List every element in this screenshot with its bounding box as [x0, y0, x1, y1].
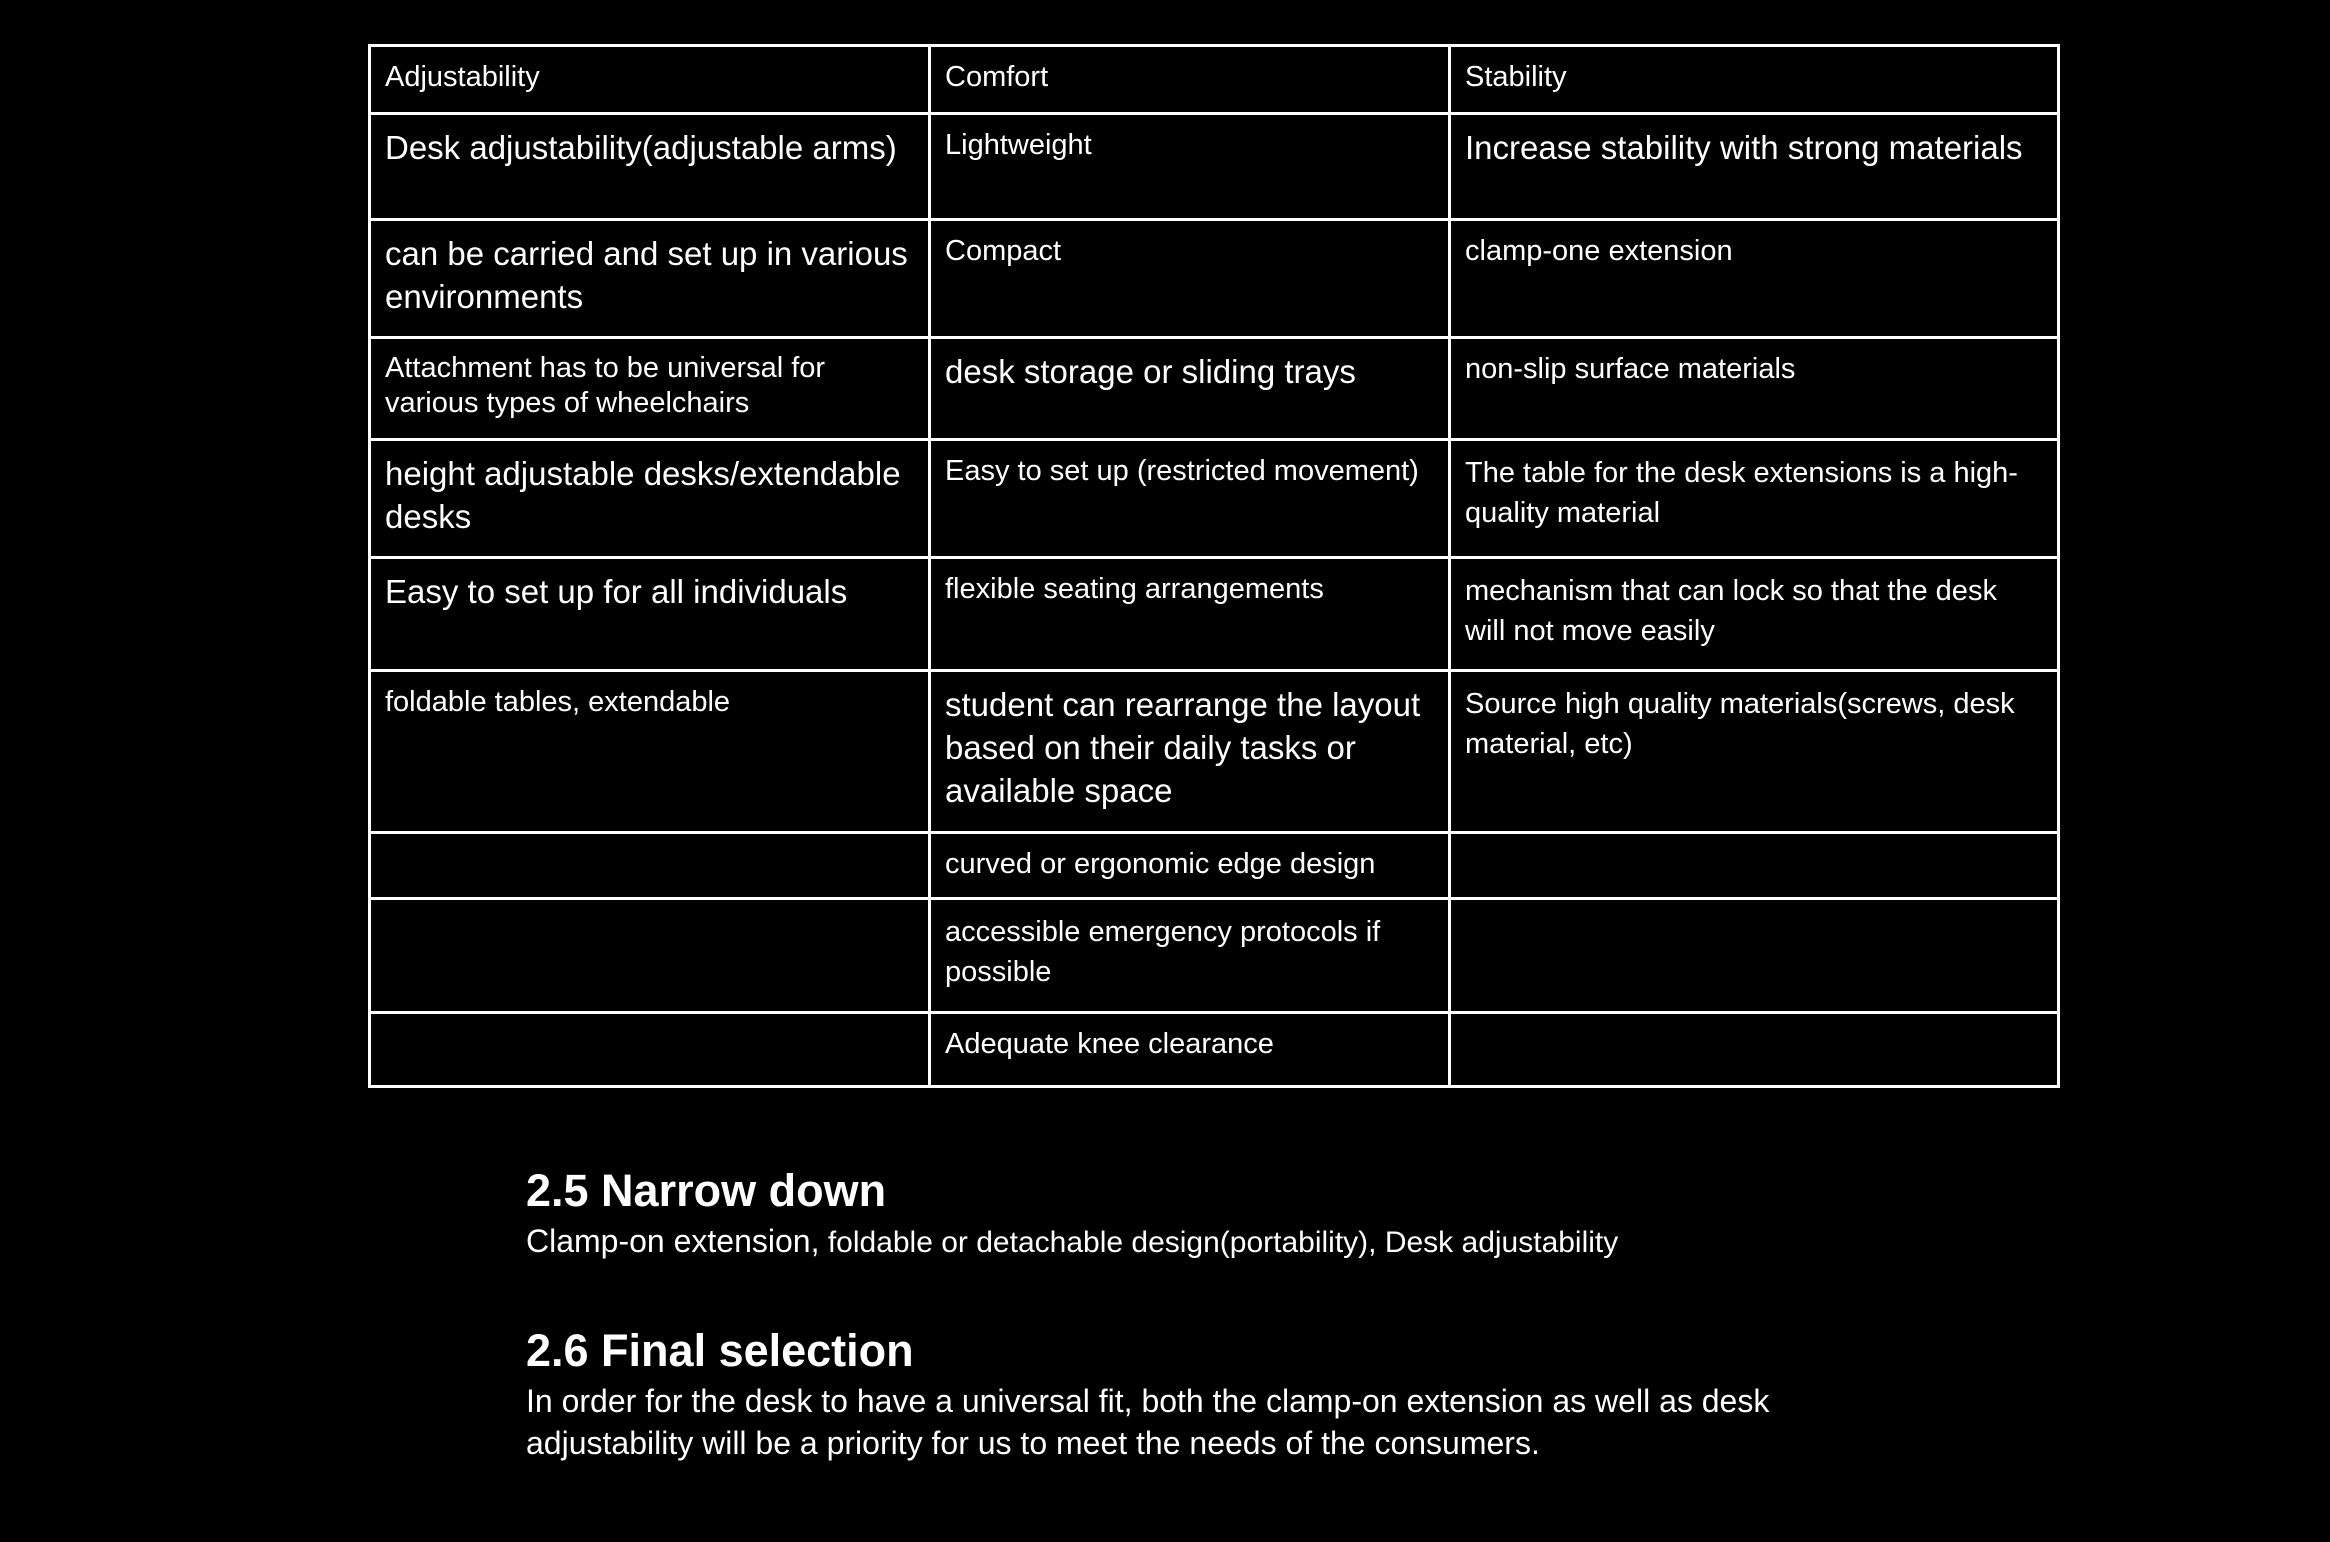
table-cell: Easy to set up for all individuals [370, 558, 930, 671]
final-selection-heading: 2.6 Final selection [526, 1325, 914, 1376]
table-header-row [370, 46, 2059, 114]
table-cell: can be carried and set up in various environments [370, 220, 930, 338]
table-cell [1450, 1013, 2059, 1087]
table-cell: Lightweight [930, 114, 1450, 220]
header-adjustability: Adjustability [370, 46, 930, 114]
table-cell: curved or ergonomic edge design [930, 833, 1450, 899]
table-cell [370, 1013, 930, 1087]
table-cell: Compact [930, 220, 1450, 338]
table-cell: Source high quality materials(screws, desk material, etc) [1450, 671, 2059, 833]
table-cell: Attachment has to be universal for various types of wheelchairs [370, 338, 930, 440]
header-comfort: Comfort [930, 46, 1450, 114]
table-row [370, 671, 2059, 833]
table-cell: non-slip surface materials [1450, 338, 2059, 440]
table-cell: height adjustable desks/extendable desks [370, 440, 930, 558]
table-cell: Adequate knee clearance [930, 1013, 1450, 1087]
final-selection-section [526, 1326, 1826, 1465]
final-selection-text: In order for the desk to have a universal fit, both the clamp-on extension as well as desk adjustability will be a priority for us to meet the needs of the consumers. [526, 1382, 1770, 1462]
table-row [370, 440, 2059, 558]
header-stability: Stability [1450, 46, 2059, 114]
table-row [370, 338, 2059, 440]
table-row [370, 558, 2059, 671]
narrow-down-section [526, 1166, 1618, 1263]
table-cell: The table for the desk extensions is a high-quality material [1450, 440, 2059, 558]
table-row [370, 1013, 2059, 1087]
narrow-down-heading: 2.5 Narrow down [526, 1165, 887, 1216]
table-row [370, 833, 2059, 899]
narrow-down-text [526, 1220, 1618, 1263]
table-cell: Increase stability with strong materials [1450, 114, 2059, 220]
narrow-down-text-part2: foldable or detachable design(portability), Desk adjustability [819, 1225, 1619, 1259]
table-cell: mechanism that can lock so that the desk will not move easily [1450, 558, 2059, 671]
table-cell: Easy to set up (restricted movement) [930, 440, 1450, 558]
table-cell: clamp-one extension [1450, 220, 2059, 338]
narrow-down-text-part1: Clamp-on extension, [526, 1222, 820, 1259]
table-cell [1450, 899, 2059, 1013]
table-row [370, 899, 2059, 1013]
table-cell [370, 899, 930, 1013]
table-cell [370, 833, 930, 899]
table-row [370, 114, 2059, 220]
table-row [370, 220, 2059, 338]
table-cell: flexible seating arrangements [930, 558, 1450, 671]
criteria-table [368, 44, 2060, 1088]
table-cell: foldable tables, extendable [370, 671, 930, 833]
table-cell: student can rearrange the layout based on their daily tasks or available space [930, 671, 1450, 833]
table-cell: accessible emergency protocols if possible [930, 899, 1450, 1013]
table-cell: desk storage or sliding trays [930, 338, 1450, 440]
table-cell: Desk adjustability(adjustable arms) [370, 114, 930, 220]
table-cell [1450, 833, 2059, 899]
